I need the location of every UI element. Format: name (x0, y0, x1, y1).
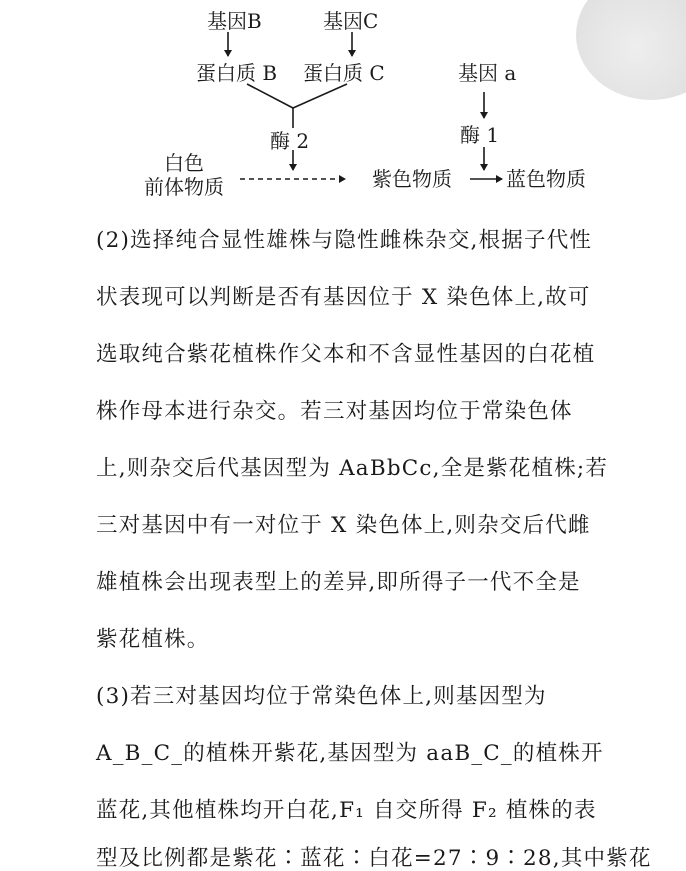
gene-a-label: 基因 a (458, 61, 517, 85)
white-precursor-line1: 白色 (164, 151, 204, 175)
blue-substance-label: 蓝色物质 (506, 167, 586, 191)
text-line: 选取纯合紫花植株作父本和不含显性基因的白花植 (96, 342, 596, 367)
text-line: 株作母本进行杂交。若三对基因均位于常染色体 (96, 399, 573, 424)
protein-b-label: 蛋白质 B (196, 61, 278, 85)
merge-line-c (293, 84, 347, 108)
protein-c-label: 蛋白质 C (303, 61, 385, 85)
gene-c-label: 基因C (323, 9, 379, 33)
white-precursor-line2: 前体物质 (144, 175, 224, 199)
text-line: 蓝花,其他植株均开白花,F₁ 自交所得 F₂ 植株的表 (96, 798, 597, 823)
merge-line-b (247, 84, 293, 108)
text-line: A_B_C_的植株开紫花,基因型为 aaB_C_的植株开 (96, 741, 604, 766)
text-line: 上,则杂交后代基因型为 AaBbCc,全是紫花植株;若 (96, 456, 609, 481)
text-line: 型及比例都是紫花∶蓝花∶白花=27∶9∶28,其中紫花 (96, 846, 652, 871)
text-line: 状表现可以判断是否有基因位于 X 染色体上,故可 (96, 285, 591, 310)
purple-substance-label: 紫色物质 (372, 167, 452, 191)
text-line: 三对基因中有一对位于 X 染色体上,则杂交后代雌 (96, 513, 591, 538)
text-line: 雄植株会出现表型上的差异,即所得子一代不全是 (96, 570, 581, 595)
text-line: (2)选择纯合显性雄株与隐性雌株杂交,根据子代性 (96, 228, 593, 253)
enzyme2-label: 酶 2 (270, 129, 310, 153)
text-line: (3)若三对基因均位于常染色体上,则基因型为 (96, 684, 547, 709)
text-line: 紫花植株。 (96, 627, 210, 652)
enzyme1-label: 酶 1 (460, 123, 500, 147)
gene-b-label: 基因B (207, 9, 262, 33)
